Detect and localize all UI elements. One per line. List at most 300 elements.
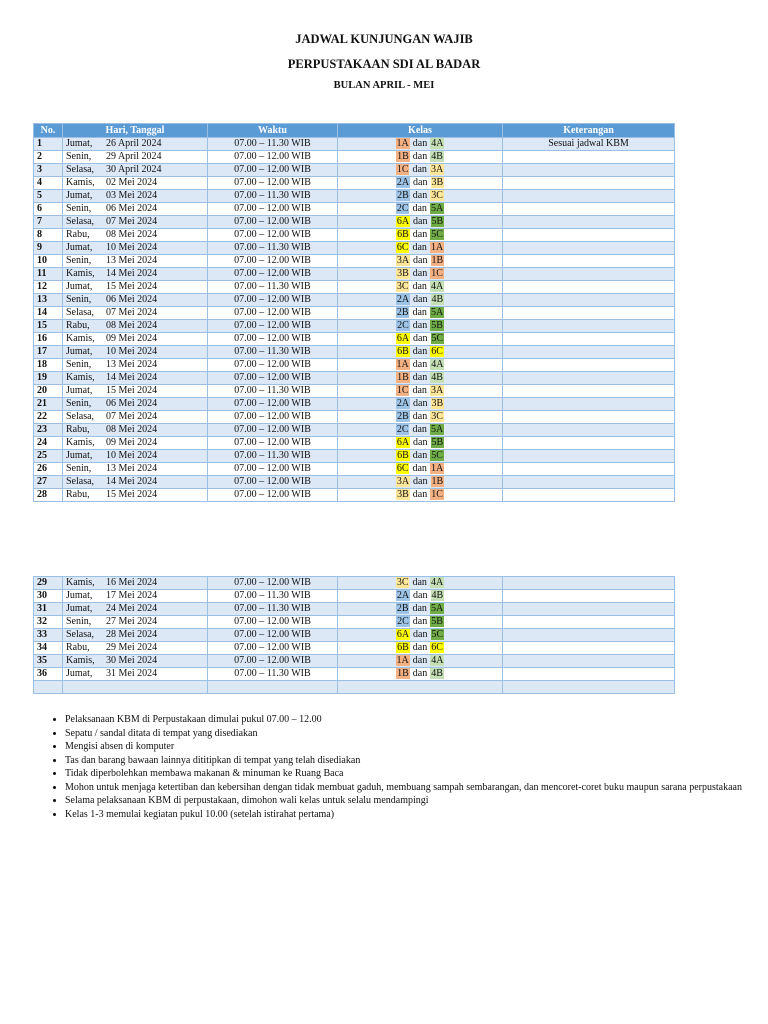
row-date-text: 29 April 2024 (106, 151, 162, 162)
row-date (63, 668, 208, 681)
row-date (63, 320, 208, 333)
class-connector: dan (412, 411, 428, 422)
row-date (63, 359, 208, 372)
class-badge: 6C (431, 642, 443, 653)
row-date (63, 203, 208, 216)
class-badge: 2A (396, 398, 410, 409)
row-day: Senin, (66, 255, 92, 266)
row-classes (338, 411, 503, 424)
class-connector: dan (412, 489, 428, 500)
class-badge: 3C (431, 411, 443, 422)
row-classes (338, 437, 503, 450)
row-date-text: 03 Mei 2024 (106, 190, 158, 201)
class-badge: 1A (430, 242, 444, 253)
class-badge: 6C (396, 242, 409, 253)
table-row (34, 372, 675, 385)
row-note (503, 164, 675, 177)
row-number: 14 (34, 307, 63, 320)
row-date (63, 333, 208, 346)
row-note (503, 603, 675, 616)
class-badge: 5B (431, 320, 443, 331)
class-connector: dan (413, 255, 428, 266)
row-classes (338, 203, 503, 216)
class-connector: dan (412, 151, 428, 162)
row-number: 28 (34, 489, 63, 502)
row-number: 8 (34, 229, 63, 242)
row-time: 07.00 – 12.00 WIB (208, 629, 338, 642)
table-row (34, 307, 675, 320)
class-badge: 4B (431, 294, 444, 305)
row-date (63, 616, 208, 629)
row-date-text: 06 Mei 2024 (106, 398, 158, 409)
row-number: 7 (34, 216, 63, 229)
row-day: Senin, (66, 203, 92, 214)
row-day: Jumat, (66, 385, 93, 396)
row-time: 07.00 – 12.00 WIB (208, 255, 338, 268)
class-badge: 6B (397, 229, 409, 240)
table-row (34, 229, 675, 242)
row-day: Kamis, (66, 268, 95, 279)
row-time: 07.00 – 12.00 WIB (208, 437, 338, 450)
row-number: 4 (34, 177, 63, 190)
row-date-text: 28 Mei 2024 (106, 629, 158, 640)
class-connector: dan (413, 476, 428, 487)
table-row (34, 203, 675, 216)
rule-item: • Selama pelaksanaan KBM di perpustakaan, dimohon wali kelas untuk selalu mendampingi (65, 794, 755, 808)
row-day: Kamis, (66, 655, 95, 666)
row-date-text: 06 Mei 2024 (106, 203, 158, 214)
class-connector: dan (413, 333, 428, 344)
class-badge: 4B (431, 668, 443, 679)
row-note (503, 668, 675, 681)
table-row (34, 320, 675, 333)
document-period: BULAN APRIL - MEI (333, 80, 435, 91)
row-date (63, 268, 208, 281)
row-day: Senin, (66, 294, 92, 305)
class-connector: dan (412, 372, 428, 383)
class-badge: 1A (430, 463, 444, 474)
row-time: 07.00 – 12.00 WIB (208, 216, 338, 229)
table-row (34, 590, 675, 603)
row-note (503, 642, 675, 655)
row-date (63, 463, 208, 476)
row-number: 10 (34, 255, 63, 268)
row-time: 07.00 – 11.30 WIB (208, 138, 338, 151)
row-number: 27 (34, 476, 63, 489)
row-note (503, 333, 675, 346)
row-note (503, 177, 675, 190)
row-classes (338, 616, 503, 629)
row-number: 21 (34, 398, 63, 411)
row-classes (338, 151, 503, 164)
row-note (503, 489, 675, 502)
row-date-text: 08 Mei 2024 (106, 424, 158, 435)
class-connector: dan (413, 629, 428, 640)
row-time: 07.00 – 12.00 WIB (208, 151, 338, 164)
class-badge: 3A (430, 385, 444, 396)
row-classes (338, 450, 503, 463)
row-day: Jumat, (66, 668, 93, 679)
row-time: 07.00 – 11.30 WIB (208, 281, 338, 294)
row-date (63, 577, 208, 590)
row-classes (338, 655, 503, 668)
row-classes (338, 281, 503, 294)
row-note (503, 255, 675, 268)
class-connector: dan (412, 164, 427, 175)
row-number: 20 (34, 385, 63, 398)
class-badge: 2B (396, 603, 409, 614)
row-classes (338, 372, 503, 385)
row-number: 26 (34, 463, 63, 476)
row-date-text: 31 Mei 2024 (106, 668, 158, 679)
class-badge: 5C (431, 629, 444, 640)
row-date (63, 372, 208, 385)
row-date (63, 164, 208, 177)
row-classes (338, 476, 503, 489)
class-badge: 5A (430, 603, 444, 614)
row-note (503, 398, 675, 411)
class-badge: 5A (430, 203, 444, 214)
class-badge: 1C (431, 268, 443, 279)
row-date-text: 13 Mei 2024 (106, 359, 158, 370)
row-note (503, 268, 675, 281)
row-note (503, 450, 675, 463)
row-number: 15 (34, 320, 63, 333)
class-badge: 2B (397, 190, 409, 201)
class-badge: 4A (431, 359, 444, 370)
rule-item: • Pelaksanaan KBM di Perpustakaan dimulai pukul 07.00 – 12.00 (65, 713, 755, 727)
class-badge: 4B (431, 590, 444, 601)
class-badge: 1A (396, 359, 409, 370)
row-number: 31 (34, 603, 63, 616)
row-day: Rabu, (66, 489, 90, 500)
class-connector: dan (412, 668, 428, 679)
class-badge: 1B (397, 372, 409, 383)
row-note (503, 346, 675, 359)
table-row (34, 476, 675, 489)
table-row (34, 603, 675, 616)
row-note (503, 190, 675, 203)
class-badge: 5C (431, 333, 444, 344)
row-note (503, 655, 675, 668)
class-badge: 1A (396, 655, 409, 666)
class-connector: dan (412, 359, 428, 370)
row-day: Selasa, (66, 307, 95, 318)
row-day: Senin, (66, 463, 92, 474)
table-row (34, 577, 675, 590)
class-badge: 5C (431, 450, 443, 461)
row-classes (338, 398, 503, 411)
table-row (34, 411, 675, 424)
row-day: Selasa, (66, 164, 95, 175)
row-note (503, 294, 675, 307)
schedule-table-part1 (33, 123, 675, 502)
class-badge: 6C (431, 346, 443, 357)
row-classes (338, 242, 503, 255)
table-row (34, 629, 675, 642)
row-note (503, 476, 675, 489)
row-classes (338, 138, 503, 151)
class-badge: 4A (430, 577, 444, 588)
class-connector: dan (412, 281, 427, 292)
row-number: 6 (34, 203, 63, 216)
row-time: 07.00 – 12.00 WIB (208, 577, 338, 590)
row-day: Rabu, (66, 229, 90, 240)
row-date (63, 603, 208, 616)
row-date (63, 255, 208, 268)
class-badge: 2B (397, 411, 409, 422)
class-badge: 1C (396, 164, 409, 175)
row-day: Jumat, (66, 346, 93, 357)
row-classes (338, 177, 503, 190)
row-date-text: 08 Mei 2024 (106, 229, 158, 240)
row-day: Kamis, (66, 372, 95, 383)
header-time: Waktu (208, 124, 338, 138)
row-note (503, 151, 675, 164)
table-row (34, 268, 675, 281)
class-connector: dan (413, 177, 428, 188)
row-number: 35 (34, 655, 63, 668)
class-badge: 5B (431, 437, 444, 448)
row-time: 07.00 – 12.00 WIB (208, 307, 338, 320)
table-row-empty (34, 681, 675, 694)
row-time: 07.00 – 11.30 WIB (208, 385, 338, 398)
class-badge: 1B (431, 476, 444, 487)
header-no: No. (34, 124, 63, 138)
row-date (63, 216, 208, 229)
class-badge: 6B (397, 642, 409, 653)
row-day: Jumat, (66, 242, 93, 253)
row-note (503, 590, 675, 603)
row-time: 07.00 – 11.30 WIB (208, 450, 338, 463)
row-day: Rabu, (66, 320, 90, 331)
rule-item: • Mohon untuk menjaga ketertiban dan kebersihan dengan tidak membuat gaduh, membuang sampah sembarangan, dan mencoret-coret buku maupun sarana perpustakaan (65, 781, 755, 795)
row-time: 07.00 – 12.00 WIB (208, 424, 338, 437)
row-time: 07.00 – 12.00 WIB (208, 411, 338, 424)
rule-item: • Tas dan barang bawaan lainnya dititipkan di tempat yang telah disediakan (65, 754, 755, 768)
table-row (34, 255, 675, 268)
row-classes (338, 190, 503, 203)
class-badge: 1B (397, 668, 409, 679)
row-date (63, 138, 208, 151)
row-date-text: 16 Mei 2024 (106, 577, 158, 588)
row-day: Selasa, (66, 411, 95, 422)
table-row (34, 668, 675, 681)
row-day: Jumat, (66, 138, 93, 149)
class-badge: 1C (431, 489, 443, 500)
table-row (34, 138, 675, 151)
row-note (503, 203, 675, 216)
class-badge: 2A (396, 294, 410, 305)
row-day: Selasa, (66, 629, 95, 640)
class-connector: dan (412, 190, 428, 201)
class-badge: 2B (396, 307, 409, 318)
table-row (34, 333, 675, 346)
row-date (63, 629, 208, 642)
table-row (34, 616, 675, 629)
table-row (34, 359, 675, 372)
row-date (63, 294, 208, 307)
table-row (34, 151, 675, 164)
row-date-text: 30 April 2024 (106, 164, 162, 175)
row-date-text: 10 Mei 2024 (106, 346, 158, 357)
class-badge: 6A (396, 333, 410, 344)
row-date-text: 15 Mei 2024 (106, 385, 158, 396)
row-date (63, 642, 208, 655)
class-badge: 2C (397, 616, 409, 627)
row-classes (338, 590, 503, 603)
table-header-row (34, 124, 675, 138)
row-date (63, 398, 208, 411)
row-date (63, 655, 208, 668)
row-number: 30 (34, 590, 63, 603)
row-date-text: 30 Mei 2024 (106, 655, 158, 666)
row-number: 24 (34, 437, 63, 450)
row-day: Jumat, (66, 590, 93, 601)
row-date-text: 29 Mei 2024 (106, 642, 158, 653)
table-row (34, 164, 675, 177)
class-badge: 3C (396, 577, 409, 588)
row-number: 25 (34, 450, 63, 463)
row-date-text: 15 Mei 2024 (106, 489, 158, 500)
row-time: 07.00 – 12.00 WIB (208, 229, 338, 242)
class-connector: dan (412, 655, 428, 666)
row-classes (338, 320, 503, 333)
rule-item: • Mengisi absen di komputer (65, 740, 755, 754)
class-connector: dan (412, 603, 427, 614)
row-time: 07.00 – 12.00 WIB (208, 642, 338, 655)
row-classes (338, 346, 503, 359)
row-note (503, 411, 675, 424)
class-connector: dan (413, 216, 428, 227)
row-number: 36 (34, 668, 63, 681)
row-date (63, 281, 208, 294)
header-date: Hari, Tanggal (63, 124, 208, 138)
class-connector: dan (412, 577, 427, 588)
row-day: Jumat, (66, 603, 93, 614)
row-date (63, 190, 208, 203)
row-time: 07.00 – 12.00 WIB (208, 616, 338, 629)
row-note (503, 320, 675, 333)
row-date (63, 411, 208, 424)
row-time: 07.00 – 12.00 WIB (208, 294, 338, 307)
class-badge: 2A (396, 177, 410, 188)
document-title: JADWAL KUNJUNGAN WAJIB (295, 32, 473, 46)
row-date-text: 02 Mei 2024 (106, 177, 158, 188)
class-badge: 4A (430, 281, 444, 292)
row-classes (338, 255, 503, 268)
row-number: 29 (34, 577, 63, 590)
row-date-text: 15 Mei 2024 (106, 281, 158, 292)
row-date-text: 13 Mei 2024 (106, 255, 158, 266)
row-time: 07.00 – 12.00 WIB (208, 372, 338, 385)
row-date-text: 06 Mei 2024 (106, 294, 158, 305)
row-classes (338, 216, 503, 229)
rule-item: • Tidak diperbolehkan membawa makanan & minuman ke Ruang Baca (65, 767, 755, 781)
empty-cell (63, 681, 208, 694)
row-day: Jumat, (66, 450, 93, 461)
row-time: 07.00 – 12.00 WIB (208, 268, 338, 281)
class-badge: 4A (431, 138, 444, 149)
rule-item: • Kelas 1-3 memulai kegiatan pukul 10.00 (setelah istirahat pertama) (65, 808, 755, 822)
class-badge: 3A (430, 164, 444, 175)
rule-item: • Sepatu / sandal ditata di tempat yang disediakan (65, 727, 755, 741)
row-classes (338, 489, 503, 502)
class-connector: dan (412, 229, 428, 240)
row-time: 07.00 – 12.00 WIB (208, 320, 338, 333)
class-badge: 3B (431, 398, 444, 409)
class-connector: dan (412, 203, 427, 214)
row-time: 07.00 – 12.00 WIB (208, 398, 338, 411)
row-day: Rabu, (66, 424, 90, 435)
class-badge: 5A (430, 307, 444, 318)
class-connector: dan (412, 642, 428, 653)
row-day: Jumat, (66, 190, 93, 201)
class-badge: 2C (396, 424, 409, 435)
row-date (63, 177, 208, 190)
row-date (63, 385, 208, 398)
table-row (34, 398, 675, 411)
row-note (503, 424, 675, 437)
class-connector: dan (412, 385, 427, 396)
row-number: 5 (34, 190, 63, 203)
table-row (34, 385, 675, 398)
row-note (503, 359, 675, 372)
row-number: 12 (34, 281, 63, 294)
row-number: 18 (34, 359, 63, 372)
row-date (63, 229, 208, 242)
row-day: Senin, (66, 151, 92, 162)
row-time: 07.00 – 12.00 WIB (208, 177, 338, 190)
row-number: 23 (34, 424, 63, 437)
row-time: 07.00 – 12.00 WIB (208, 203, 338, 216)
row-number: 17 (34, 346, 63, 359)
row-time: 07.00 – 12.00 WIB (208, 476, 338, 489)
row-number: 3 (34, 164, 63, 177)
class-badge: 6A (396, 216, 410, 227)
row-date-text: 07 Mei 2024 (106, 216, 158, 227)
header-note: Keterangan (503, 124, 675, 138)
class-connector: dan (412, 616, 428, 627)
class-badge: 2C (396, 203, 409, 214)
row-classes (338, 668, 503, 681)
row-number: 16 (34, 333, 63, 346)
table-row (34, 281, 675, 294)
row-date-text: 08 Mei 2024 (106, 320, 158, 331)
rules-list (47, 713, 755, 821)
row-note (503, 437, 675, 450)
class-badge: 1C (396, 385, 409, 396)
row-date-text: 14 Mei 2024 (106, 372, 158, 383)
row-number: 22 (34, 411, 63, 424)
class-badge: 3A (396, 476, 410, 487)
row-date-text: 26 April 2024 (106, 138, 162, 149)
row-day: Selasa, (66, 476, 95, 487)
class-badge: 5B (431, 216, 444, 227)
row-note (503, 307, 675, 320)
row-classes (338, 642, 503, 655)
row-date (63, 424, 208, 437)
row-date-text: 09 Mei 2024 (106, 333, 158, 344)
row-date-text: 17 Mei 2024 (106, 590, 158, 601)
row-classes (338, 424, 503, 437)
row-date (63, 242, 208, 255)
row-date-text: 13 Mei 2024 (106, 463, 158, 474)
row-classes (338, 268, 503, 281)
class-connector: dan (413, 398, 428, 409)
row-date (63, 590, 208, 603)
class-badge: 3C (396, 281, 409, 292)
